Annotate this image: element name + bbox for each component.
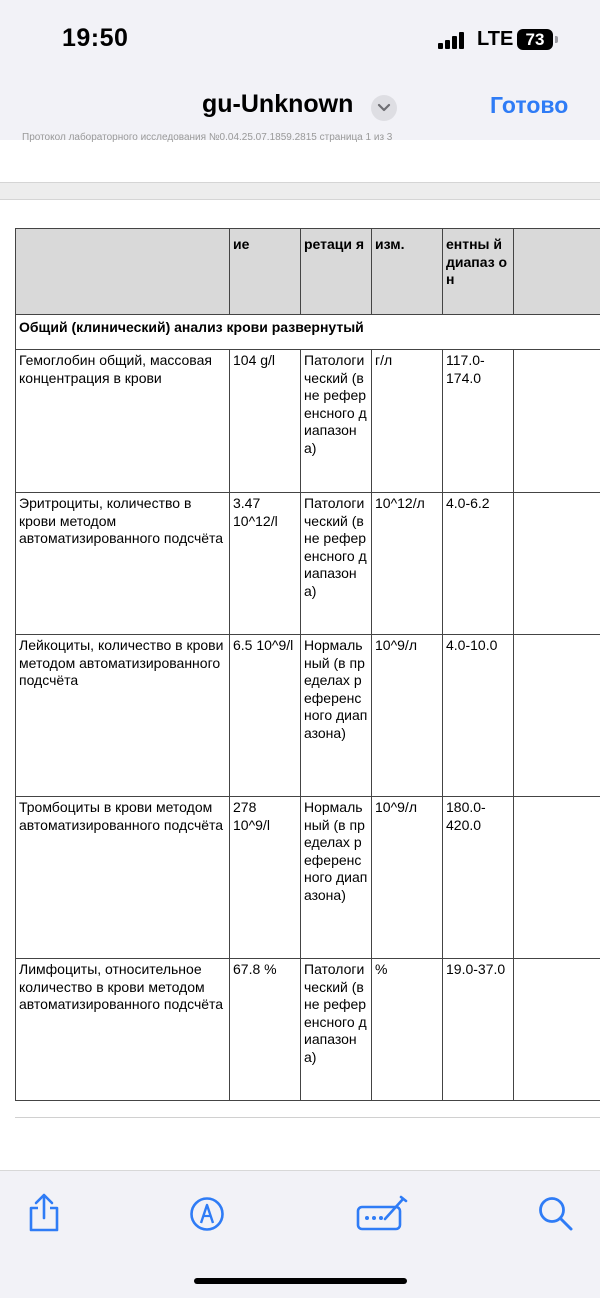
cell-unit: 10^9/л [372, 797, 443, 959]
cell-interpretation: Патологический (вне референсного диапазона) [301, 350, 372, 493]
cell-extra [514, 350, 600, 493]
cell-extra [514, 959, 600, 1101]
table-row [16, 493, 600, 635]
chevron-down-icon[interactable] [371, 95, 397, 121]
search-icon[interactable] [537, 1195, 575, 1238]
cell-extra [514, 797, 600, 959]
cell-interpretation: Патологический (вне референсного диапазона) [301, 959, 372, 1101]
cell-unit: г/л [372, 350, 443, 493]
table-row [16, 959, 600, 1101]
page-separator [0, 182, 600, 200]
header-range: ентны й диапаз он [443, 229, 514, 315]
header-extra [514, 229, 600, 315]
results-table [15, 228, 600, 1101]
cell-extra [514, 493, 600, 635]
header-unit: изм. [372, 229, 443, 315]
cell-value: 67.8 % [230, 959, 301, 1101]
cell-unit: 10^9/л [372, 635, 443, 797]
battery-nub [555, 36, 558, 43]
cell-name: Лейкоциты, количество в крови методом автоматизированного подсчёта [16, 635, 230, 797]
cell-name: Гемоглобин общий, массовая концентрация в крови [16, 350, 230, 493]
cell-name: Эритроциты, количество в крови методом автоматизированного подсчёта [16, 493, 230, 635]
cell-extra [514, 635, 600, 797]
markup-icon[interactable] [189, 1196, 225, 1237]
cell-range: 117.0-174.0 [443, 350, 514, 493]
status-time: 19:50 [62, 24, 128, 53]
cell-range: 180.0-420.0 [443, 797, 514, 959]
cell-value: 6.5 10^9/l [230, 635, 301, 797]
cell-unit: 10^12/л [372, 493, 443, 635]
document-header-line: Протокол лабораторного исследования №0.04.25.07.1859.2815 страница 1 из 3 [22, 132, 432, 144]
cell-value: 3.47 10^12/l [230, 493, 301, 635]
home-indicator[interactable] [194, 1278, 407, 1284]
table-row [16, 635, 600, 797]
cell-value: 278 10^9/l [230, 797, 301, 959]
signal-icon [438, 31, 468, 49]
share-icon[interactable] [27, 1193, 61, 1238]
page-bottom-divider [15, 1117, 600, 1118]
header-name [16, 229, 230, 315]
section-row [16, 315, 600, 350]
cell-unit: % [372, 959, 443, 1101]
done-button[interactable]: Готово [490, 92, 568, 119]
cell-value: 104 g/l [230, 350, 301, 493]
cell-range: 4.0-10.0 [443, 635, 514, 797]
section-title: Общий (клинический) анализ крови развернутый [16, 315, 600, 350]
table-header-row [16, 229, 600, 315]
cell-range: 19.0-37.0 [443, 959, 514, 1101]
header-value: ие [230, 229, 301, 315]
network-label: LTE [477, 28, 513, 51]
cell-name: Лимфоциты, относительное количество в крови методом автоматизированного подсчёта [16, 959, 230, 1101]
header-interpretation: ретаци я [301, 229, 372, 315]
cell-range: 4.0-6.2 [443, 493, 514, 635]
battery-icon: 73 [517, 29, 553, 50]
cell-interpretation: Нормальный (в пределах референсного диапазона) [301, 797, 372, 959]
table-row [16, 797, 600, 959]
navigation-bar [0, 78, 600, 140]
cell-interpretation: Патологический (вне референсного диапазона) [301, 493, 372, 635]
cell-interpretation: Нормальный (в пределах референсного диапазона) [301, 635, 372, 797]
cell-name: Тромбоциты в крови методом автоматизированного подсчёта [16, 797, 230, 959]
status-bar [0, 0, 600, 78]
keyboard-pen-icon[interactable] [355, 1193, 409, 1238]
document-title[interactable]: gu-Unknown [202, 90, 353, 119]
table-row [16, 350, 600, 493]
